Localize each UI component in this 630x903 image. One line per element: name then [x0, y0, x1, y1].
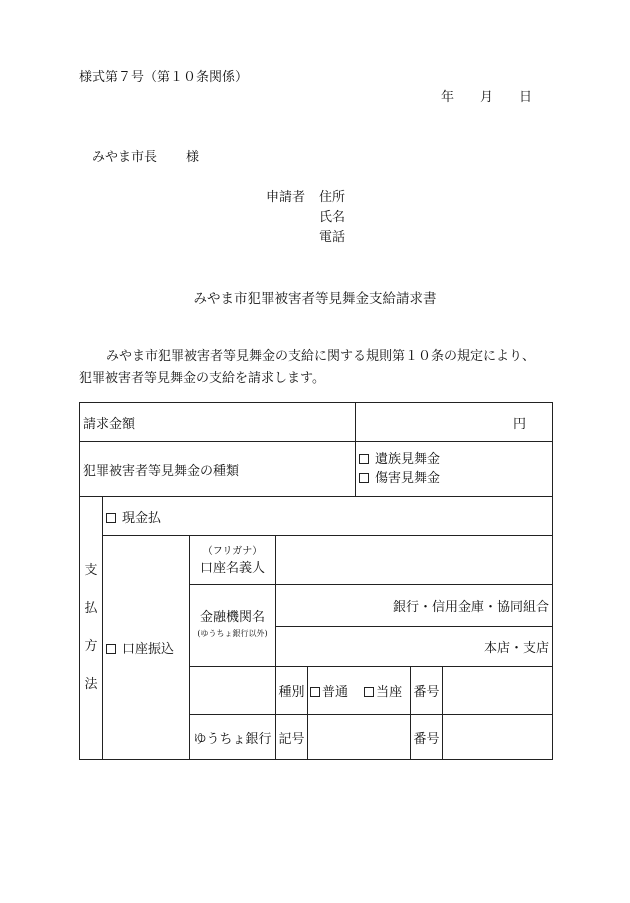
yucho-number-label: 番号 [411, 715, 443, 760]
bank-types: 銀行・信用金庫・協同組合 [393, 600, 550, 615]
payment-method-label [80, 497, 103, 760]
request-form-table [79, 402, 553, 760]
holder-label-cell [190, 536, 276, 585]
type-options [356, 442, 553, 497]
amount-unit: 円 [513, 416, 527, 432]
type-option-injury-label: 傷害見舞金 [375, 471, 441, 486]
number-label: 番号 [411, 667, 443, 715]
transfer-option[interactable] [103, 536, 190, 760]
institution-account-spacer [190, 667, 276, 715]
cash-option[interactable] [103, 497, 553, 536]
document-title: みやま市犯罪被害者等見舞金支給請求書 [193, 291, 437, 307]
body-line-1: みやま市犯罪被害者等見舞金の支給に関する規則第１０条の規定により、 [106, 349, 536, 364]
account-type-options [308, 667, 411, 715]
checkbox-current[interactable] [364, 687, 374, 697]
account-type-label: 種別 [276, 667, 308, 715]
body-line-2: 犯罪被害者等見舞金の支給を請求します。 [79, 371, 325, 386]
institution-label: 金融機関名 [199, 609, 265, 625]
furigana-label: （フリガナ） [202, 546, 263, 557]
holder-input[interactable] [276, 536, 553, 585]
applicant-name-label: 氏名 [319, 210, 346, 225]
checkbox-bereaved[interactable] [359, 454, 369, 464]
institution-label-cell [190, 585, 276, 667]
applicant-label: 申請者 [266, 190, 306, 205]
date-year-label: 年 [441, 90, 455, 105]
account-ordinary-label: 普通 [322, 685, 349, 700]
holder-row [80, 536, 553, 585]
amount-label: 請求金額 [80, 403, 356, 442]
payment-method-char-2: 払 [84, 601, 98, 616]
cash-label: 現金払 [122, 510, 162, 526]
institution-note: (ゆうちょ銀行以外) [197, 628, 268, 638]
holder-label: 口座名義人 [199, 561, 265, 576]
branch-input[interactable] [276, 627, 553, 667]
transfer-label: 口座振込 [122, 642, 175, 657]
addressee-honorific: 様 [186, 150, 200, 165]
checkbox-injury[interactable] [359, 473, 369, 483]
bank-name-input[interactable] [276, 585, 553, 627]
applicant-address-label: 住所 [319, 190, 346, 205]
checkbox-ordinary[interactable] [310, 687, 320, 697]
date-month-label: 月 [480, 90, 494, 105]
type-label: 犯罪被害者等見舞金の種類 [80, 442, 356, 497]
yucho-label: ゆうちょ銀行 [190, 715, 276, 760]
amount-row [80, 403, 553, 442]
account-number-input[interactable] [443, 667, 553, 715]
checkbox-transfer[interactable] [106, 644, 116, 654]
payment-method-char-1: 支 [84, 563, 98, 578]
payment-method-char-4: 法 [84, 677, 98, 692]
type-option-bereaved-label: 遺族見舞金 [375, 452, 441, 467]
yucho-symbol-input[interactable] [308, 715, 411, 760]
checkbox-cash[interactable] [106, 513, 116, 523]
type-row [80, 442, 553, 497]
form-number: 様式第７号（第１０条関係） [79, 70, 249, 85]
branch-types: 本店・支店 [484, 641, 550, 656]
type-option-injury[interactable] [359, 469, 549, 488]
account-current-label: 当座 [376, 685, 403, 700]
payment-method-char-3: 方 [84, 639, 98, 654]
symbol-label: 記号 [276, 715, 308, 760]
amount-field[interactable] [356, 403, 553, 442]
date-day-label: 日 [519, 90, 533, 105]
applicant-phone-label: 電話 [319, 230, 346, 245]
addressee-name: みやま市長 [92, 150, 158, 165]
type-option-bereaved[interactable] [359, 450, 549, 469]
cash-row [80, 497, 553, 536]
yucho-number-input[interactable] [443, 715, 553, 760]
